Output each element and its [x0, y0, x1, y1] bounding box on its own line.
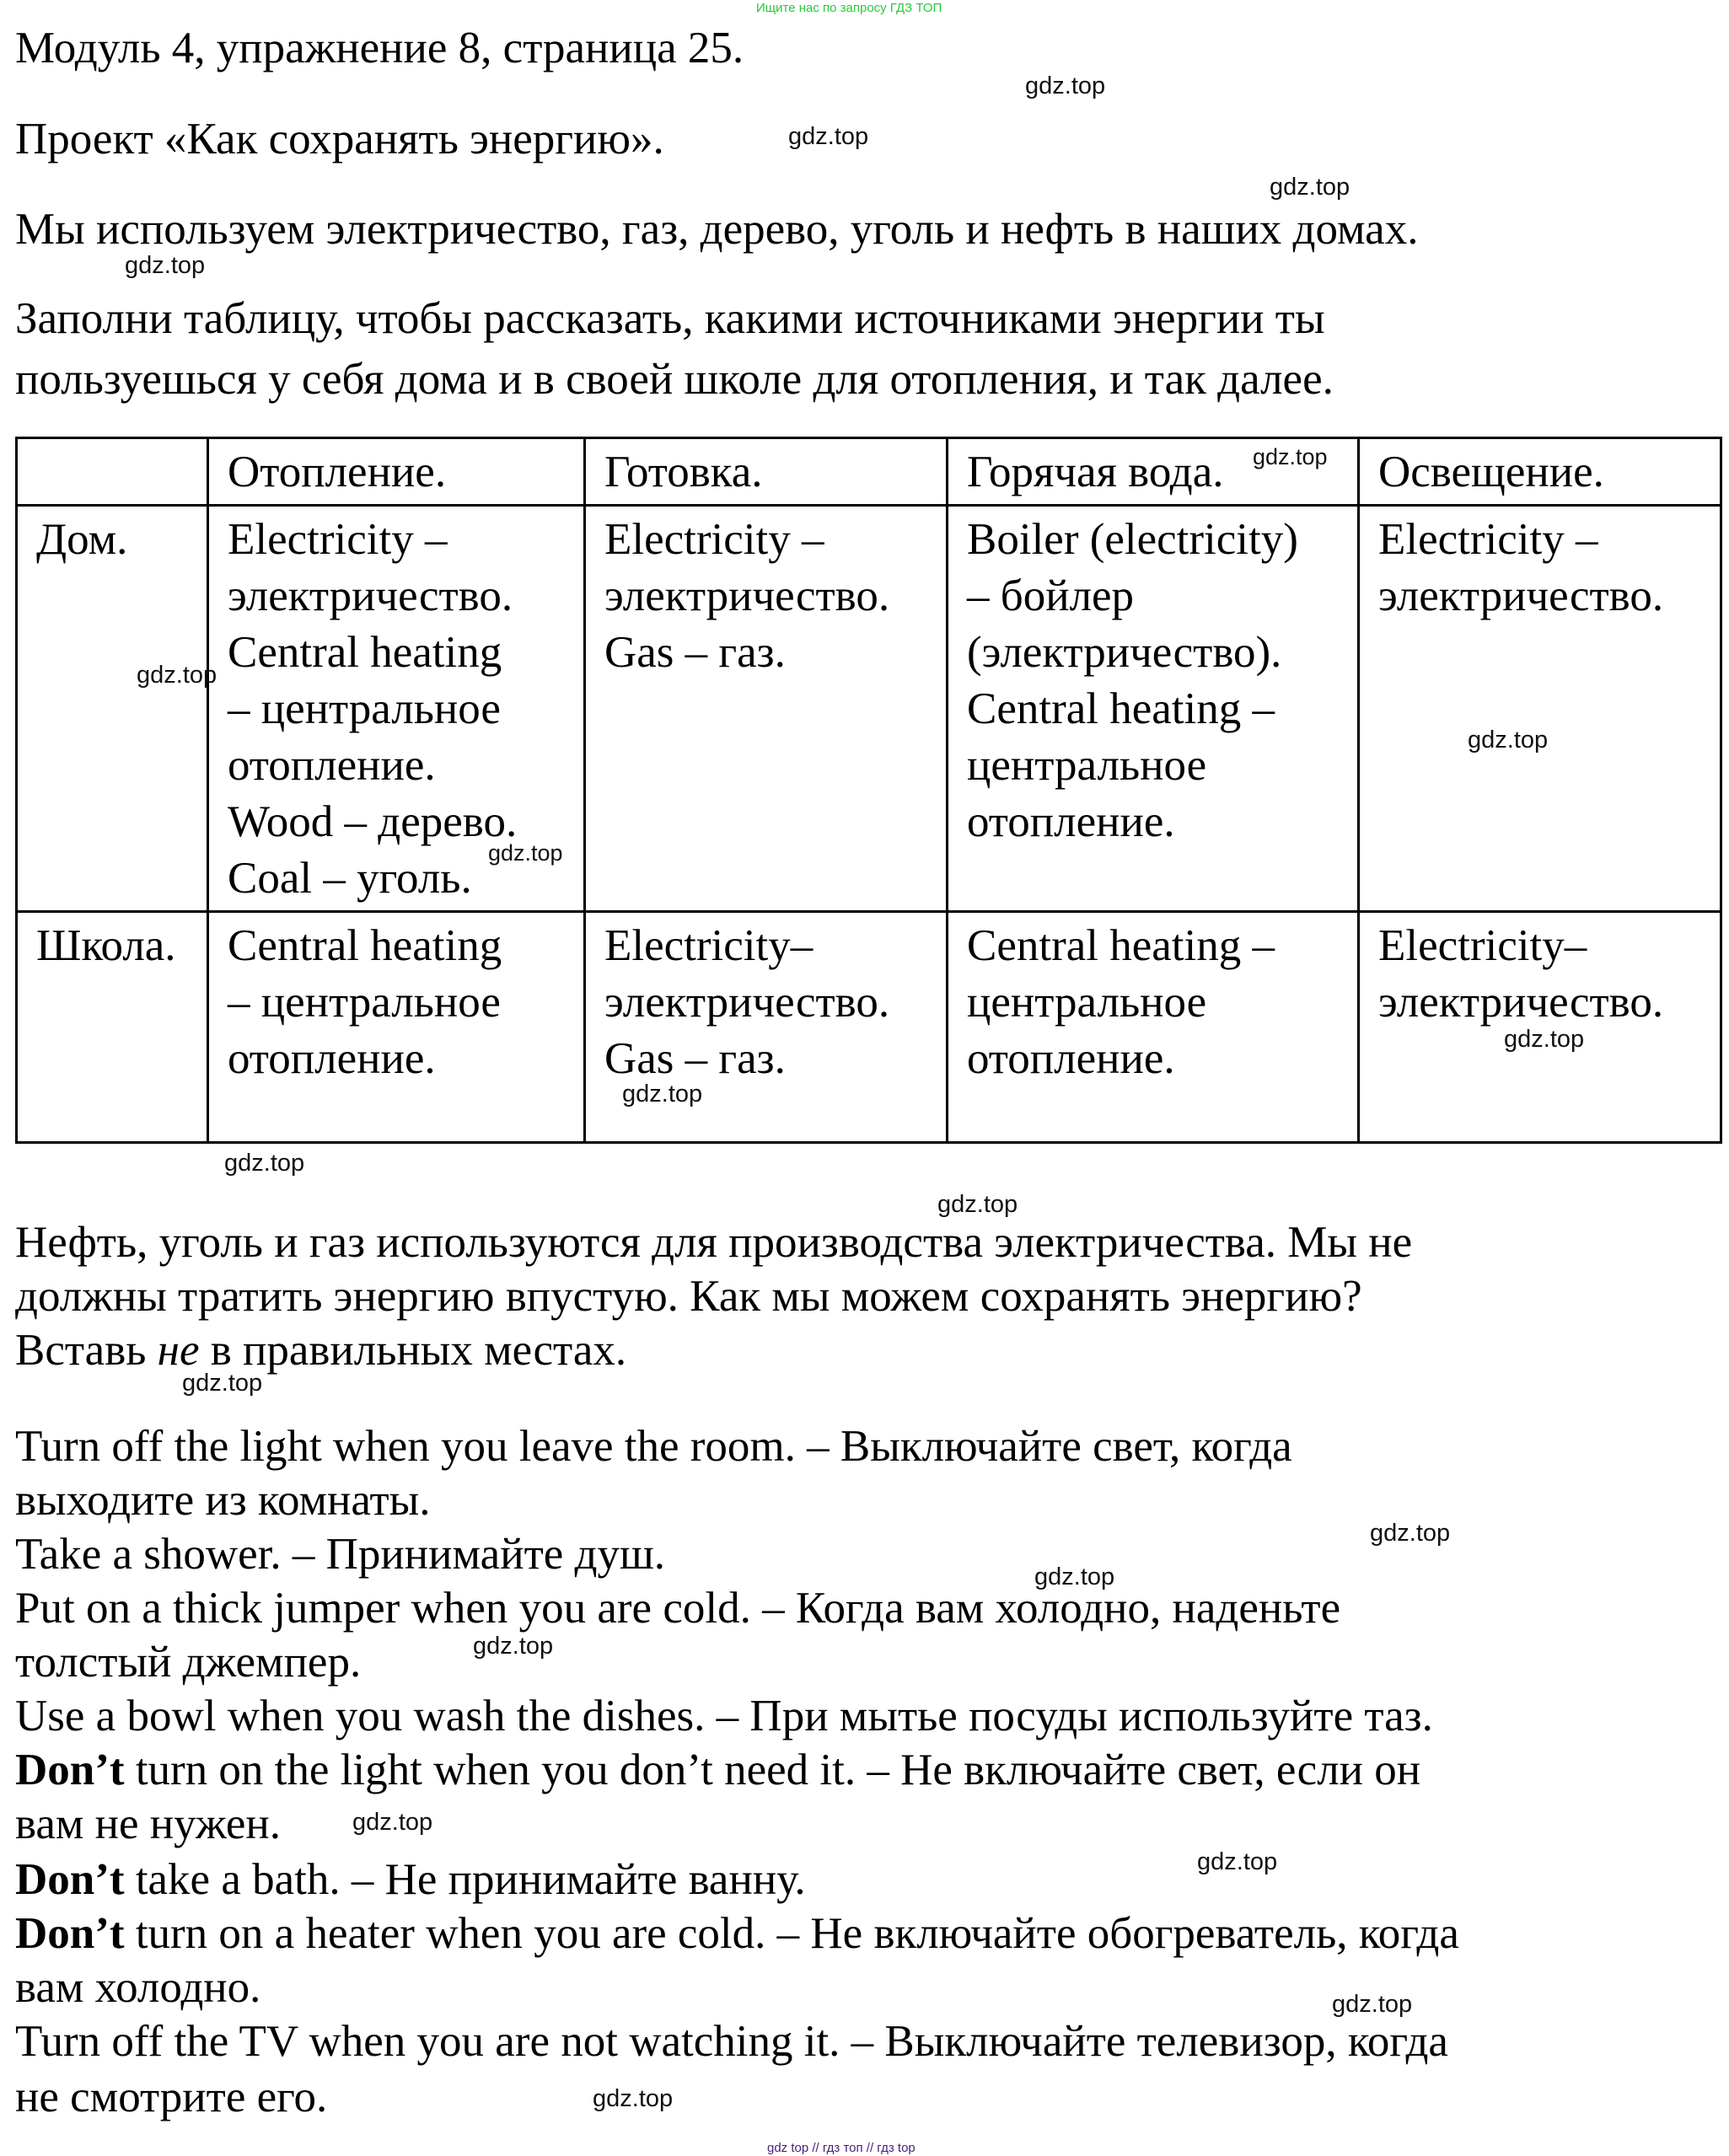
- watermark: gdz.top: [1270, 174, 1350, 201]
- watermark: gdz.top: [1332, 1991, 1413, 2018]
- instruction-suffix: в правильных местах.: [199, 1326, 627, 1375]
- answer-5-line-2: вам не нужен.: [15, 1799, 281, 1848]
- cell-home-lighting: [1359, 506, 1721, 912]
- cell-line: Wood – дерево.: [228, 797, 518, 846]
- answer-2-line-1: Take a shower. – Принимайте душ.: [15, 1530, 666, 1579]
- cell-line: отопление.: [228, 1034, 436, 1083]
- watermark: gdz.top: [137, 662, 217, 689]
- page-title: Модуль 4, упражнение 8, страница 25.: [15, 24, 744, 72]
- intro-text: Мы используем электричество, газ, дерево, уголь и нефть в наших домах.: [15, 205, 1419, 254]
- cell-line: электричество.: [604, 978, 890, 1027]
- top-banner: Ищите нас по запросу ГДЗ ТОП: [756, 1, 942, 15]
- paragraph-line-1: Нефть, уголь и газ используются для производства электричества. Мы не: [15, 1218, 1413, 1267]
- watermark: gdz.top: [788, 123, 869, 150]
- dont-bold: Don’t: [15, 1909, 125, 1958]
- watermark: gdz.top: [1504, 1026, 1585, 1053]
- cell-line: центральное: [967, 741, 1207, 790]
- cell-line: электричество.: [228, 571, 513, 620]
- row-label-school: Школа.: [17, 912, 208, 1143]
- watermark: gdz.top: [488, 840, 563, 866]
- watermark: gdz.top: [1468, 727, 1549, 754]
- watermark: gdz.top: [1025, 72, 1106, 99]
- watermark: gdz.top: [1370, 1520, 1451, 1547]
- dont-bold: Don’t: [15, 1746, 125, 1794]
- energy-table: [15, 437, 1722, 1144]
- answer-7-line-2: вам холодно.: [15, 1963, 261, 2012]
- watermark: gdz.top: [125, 252, 206, 279]
- answer-4-line-1: Use a bowl when you wash the dishes. – При мытье посуды используйте таз.: [15, 1692, 1433, 1740]
- cell-line: отопление.: [228, 741, 436, 790]
- cell-line: – центральное: [228, 684, 501, 733]
- cell-school-hot-water: [948, 912, 1359, 1143]
- cell-line: – центральное: [228, 978, 501, 1027]
- header-cooking: Готовка.: [585, 438, 948, 506]
- cell-line: центральное: [967, 978, 1207, 1027]
- cell-line: Electricity –: [604, 515, 824, 564]
- cell-line: Central heating –: [967, 684, 1275, 733]
- cell-line: (электричество).: [967, 628, 1282, 677]
- header-hot-water: Горячая вода.: [948, 438, 1359, 506]
- answer-text: turn on a heater when you are cold. – Не включайте обогреватель, когда: [124, 1909, 1459, 1958]
- answer-8-line-2: не смотрите его.: [15, 2073, 328, 2121]
- table-row-home: [17, 506, 1721, 912]
- header-heating: Отопление.: [208, 438, 585, 506]
- answer-5-line-1: [15, 1743, 1420, 1797]
- answer-6-line-1: [15, 1853, 806, 1907]
- cell-line: Electricity–: [1378, 921, 1587, 970]
- cell-line: Central heating –: [967, 921, 1275, 970]
- cell-line: Coal – уголь.: [228, 854, 472, 903]
- cell-line: Electricity–: [604, 921, 813, 970]
- table-row-school: [17, 912, 1721, 1143]
- cell-line: – бойлер: [967, 571, 1135, 620]
- cell-home-hot-water: [948, 506, 1359, 912]
- watermark: gdz.top: [182, 1370, 263, 1397]
- answer-1-line-2: выходите из комнаты.: [15, 1476, 431, 1525]
- watermark: gdz.top: [1253, 444, 1328, 469]
- cell-school-heating: [208, 912, 585, 1143]
- answer-7-line-1: [15, 1907, 1459, 1960]
- instruction-line: [15, 1323, 626, 1377]
- cell-home-cooking: [585, 506, 948, 912]
- watermark: gdz.top: [224, 1150, 305, 1177]
- dont-bold: Don’t: [15, 1855, 125, 1904]
- footer-links: gdz top // гдз топ // гдз top: [767, 2141, 916, 2155]
- answer-1-line-1: Turn off the light when you leave the room. – Выключайте свет, когда: [15, 1422, 1292, 1471]
- cell-line: отопление.: [967, 797, 1175, 846]
- row-label-home: Дом.: [17, 506, 208, 912]
- answer-8-line-1: Turn off the TV when you are not watching it. – Выключайте телевизор, когда: [15, 2017, 1448, 2066]
- cell-line: Boiler (electricity): [967, 515, 1298, 564]
- watermark: gdz.top: [622, 1081, 703, 1107]
- instruction-emphasis: не: [157, 1326, 200, 1375]
- cell-line: Gas – газ.: [604, 1034, 786, 1083]
- table-header-row: [17, 438, 1721, 506]
- cell-line: отопление.: [967, 1034, 1175, 1083]
- project-title: Проект «Как сохранять энергию».: [15, 115, 664, 164]
- paragraph-line-2: должны тратить энергию впустую. Как мы можем сохранять энергию?: [15, 1272, 1362, 1321]
- answer-text: turn on the light when you don’t need it. – Не включайте свет, если он: [124, 1746, 1421, 1794]
- cell-line: электричество.: [1378, 978, 1664, 1027]
- cell-line: электричество.: [1378, 571, 1664, 620]
- watermark: gdz.top: [937, 1191, 1018, 1218]
- cell-line: Electricity –: [228, 515, 448, 564]
- task-line-2: пользуешься у себя дома и в своей школе для отопления, и так далее.: [15, 355, 1334, 404]
- watermark: gdz.top: [1197, 1848, 1278, 1875]
- task-line-1: Заполни таблицу, чтобы рассказать, какими источниками энергии ты: [15, 294, 1325, 343]
- cell-line: Central heating: [228, 628, 502, 677]
- watermark: gdz.top: [593, 2085, 674, 2112]
- answer-3-line-2: толстый джемпер.: [15, 1638, 362, 1687]
- instruction-prefix: Вставь: [15, 1326, 158, 1375]
- cell-line: электричество.: [604, 571, 890, 620]
- cell-line: Electricity –: [1378, 515, 1598, 564]
- header-empty: [17, 438, 208, 506]
- watermark: gdz.top: [352, 1809, 433, 1836]
- watermark: gdz.top: [1034, 1563, 1115, 1590]
- watermark: gdz.top: [473, 1633, 554, 1660]
- cell-line: Central heating: [228, 921, 502, 970]
- answer-text: take a bath. – Не принимайте ванну.: [124, 1855, 806, 1904]
- cell-line: Gas – газ.: [604, 628, 786, 677]
- answer-3-line-1: Put on a thick jumper when you are cold. – Когда вам холодно, наденьте: [15, 1584, 1341, 1633]
- header-lighting: Освещение.: [1359, 438, 1721, 506]
